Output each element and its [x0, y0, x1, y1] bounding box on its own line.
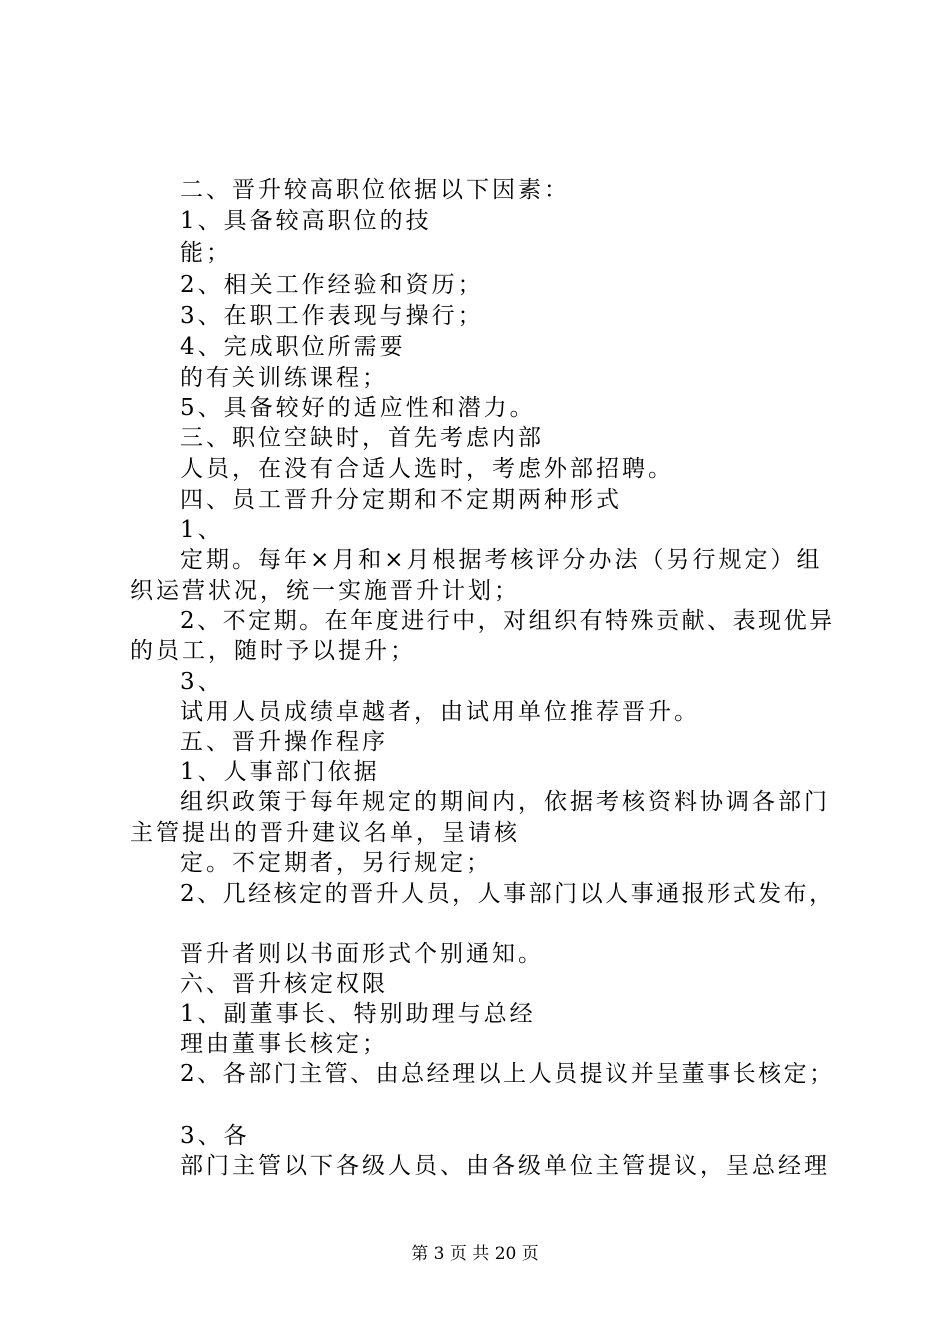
- text-line: 2、几经核定的晋升人员，人事部门以人事通报形式发布，: [180, 881, 835, 907]
- text-line: 部门主管以下各级人员、由各级单位主管提议，呈总经理: [180, 1153, 830, 1179]
- text-line: 的有关训练课程；: [180, 365, 388, 391]
- text-line: 3、: [180, 669, 224, 695]
- text-line: 人员，在没有合适人选时，考虑外部招聘。: [180, 456, 674, 482]
- text-line: 2、不定期。在年度进行中，对组织有特殊贡献、表现优异: [180, 608, 835, 634]
- text-line: 定。不定期者，另行规定；: [180, 850, 492, 876]
- text-line: 三、职位空缺时，首先考虑内部: [180, 425, 544, 451]
- text-line: 能；: [180, 240, 232, 266]
- text-line: 3、在职工作表现与操行；: [180, 303, 484, 329]
- text-line: 主管提出的晋升建议名单，呈请核: [130, 820, 520, 846]
- text-line: 五、晋升操作程序: [180, 729, 388, 755]
- text-line: 1、人事部门依据: [180, 759, 380, 785]
- text-line: 理由董事长核定；: [180, 1031, 388, 1057]
- text-line: 四、员工晋升分定期和不定期两种形式: [180, 487, 622, 513]
- text-line: 定期。每年×月和×月根据考核评分办法（另行规定）组: [180, 547, 823, 573]
- text-line: 2、各部门主管、由总经理以上人员提议并呈董事长核定；: [180, 1061, 835, 1087]
- text-line: 的员工，随时予以提升；: [130, 638, 416, 664]
- text-line: 2、相关工作经验和资历；: [180, 272, 484, 298]
- text-line: 组织政策于每年规定的期间内，依据考核资料协调各部门: [180, 789, 830, 815]
- text-line: 晋升者则以书面形式个别通知。: [180, 941, 544, 967]
- text-line: 3、各: [180, 1123, 250, 1149]
- text-line: 1、: [180, 517, 224, 543]
- text-line: 5、具备较好的适应性和潜力。: [180, 395, 536, 421]
- text-line: 1、具备较高职位的技: [180, 208, 432, 234]
- text-line: 4、完成职位所需要: [180, 334, 406, 360]
- page-number-footer: 第 3 页 共 20 页: [411, 1244, 539, 1264]
- text-line: 二、晋升较高职位依据以下因素：: [180, 177, 570, 203]
- text-line: 六、晋升核定权限: [180, 971, 388, 997]
- text-line: 1、副董事长、特别助理与总经: [180, 1001, 536, 1027]
- text-line: 试用人员成绩卓越者，由试用单位推荐晋升。: [180, 699, 700, 725]
- text-line: 织运营状况，统一实施晋升计划；: [130, 578, 520, 604]
